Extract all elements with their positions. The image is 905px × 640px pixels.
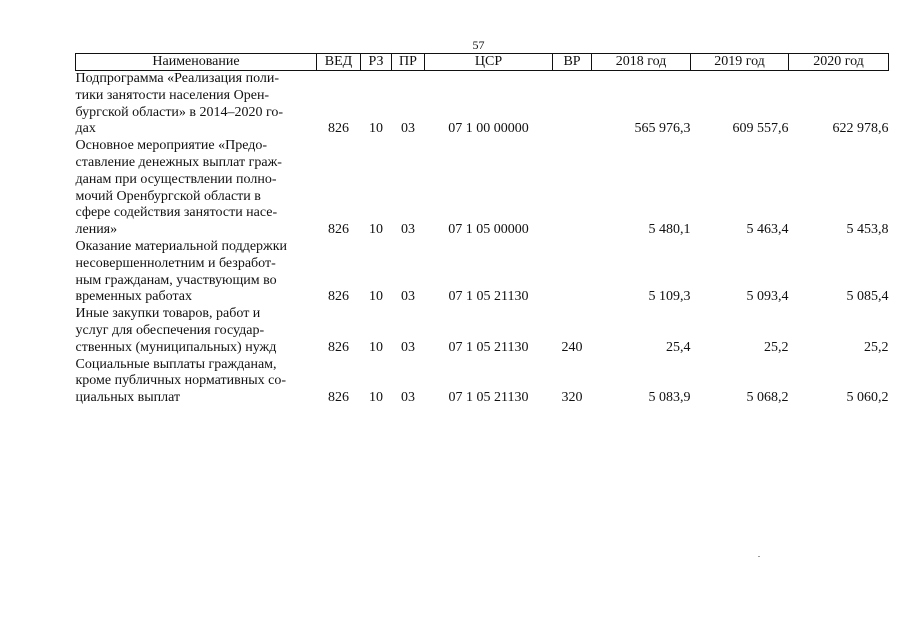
row-name bbox=[76, 357, 317, 407]
row-name-line: сфере содействия занятости насе- bbox=[75, 205, 278, 221]
row-name-line: ления» bbox=[75, 222, 118, 238]
header-name: Наименование bbox=[76, 54, 317, 71]
header-ved: ВЕД bbox=[317, 54, 361, 71]
row-name-line: тики занятости населения Орен- bbox=[75, 87, 270, 103]
table-row bbox=[76, 357, 889, 407]
cell-pr: 03 bbox=[401, 222, 415, 238]
cell-2018: 25,4 bbox=[666, 339, 691, 355]
cell-rz: 10 bbox=[369, 121, 383, 137]
cell-rz: 10 bbox=[369, 339, 383, 355]
cell-pr: 03 bbox=[401, 339, 415, 355]
cell-2019: 5 093,4 bbox=[746, 289, 789, 305]
cell-2019: 609 557,6 bbox=[732, 121, 789, 137]
cell-ved: 826 bbox=[328, 289, 349, 305]
cell-2019: 5 463,4 bbox=[746, 222, 789, 238]
row-name-line: циальных выплат bbox=[75, 390, 181, 406]
row-name-line: временных работах bbox=[75, 289, 192, 305]
cell-2020: 622 978,6 bbox=[832, 121, 889, 137]
page-number: 57 bbox=[472, 38, 485, 52]
row-name-line: услуг для обеспечения государ- bbox=[75, 322, 265, 338]
header-2018: 2018 год bbox=[592, 54, 691, 71]
cell-rz: 10 bbox=[369, 222, 383, 238]
header-rz: РЗ bbox=[361, 54, 392, 71]
cell-2018: 5 083,9 bbox=[648, 390, 691, 406]
row-name-line: дах bbox=[75, 121, 96, 137]
cell-2018: 5 109,3 bbox=[648, 289, 691, 305]
row-name bbox=[76, 239, 317, 306]
cell-2020: 5 085,4 bbox=[846, 289, 889, 305]
row-name-line: Основное мероприятие «Предо- bbox=[75, 138, 268, 154]
cell-csr: 07 1 05 00000 bbox=[448, 222, 529, 238]
table-row bbox=[76, 138, 889, 239]
cell-2018: 565 976,3 bbox=[634, 121, 691, 137]
header-pr: ПР bbox=[392, 54, 425, 71]
row-name-line: данам при осуществлении полно- bbox=[75, 171, 277, 187]
cell-csr: 07 1 05 21130 bbox=[448, 289, 529, 305]
row-name-line: Подпрограмма «Реализация поли- bbox=[75, 71, 280, 86]
cell-csr: 07 1 00 00000 bbox=[448, 121, 529, 137]
header-vr: ВР bbox=[553, 54, 592, 71]
row-name-line: ственных (муниципальных) нужд bbox=[75, 339, 277, 355]
row-name bbox=[76, 306, 317, 356]
header-csr: ЦСР bbox=[425, 54, 553, 71]
cell-pr: 03 bbox=[401, 121, 415, 137]
table-row bbox=[76, 306, 889, 356]
row-name-line: ставление денежных выплат граж- bbox=[75, 154, 282, 170]
row-name-line: Социальные выплаты гражданам, bbox=[75, 356, 277, 372]
cell-2020: 25,2 bbox=[864, 339, 889, 355]
cell-csr: 07 1 05 21130 bbox=[448, 339, 529, 355]
table-row bbox=[76, 239, 889, 306]
table-header-row bbox=[76, 54, 889, 71]
cell-vr: 320 bbox=[561, 390, 583, 406]
row-name-line: Иные закупки товаров, работ и bbox=[75, 306, 261, 322]
row-name-line: кроме публичных нормативных со- bbox=[75, 373, 286, 389]
cell-2019: 5 068,2 bbox=[746, 390, 789, 406]
row-name-line: ным гражданам, участвующим во bbox=[75, 272, 277, 288]
cell-ved: 826 bbox=[328, 339, 349, 355]
row-name-line: мочий Оренбургской области в bbox=[75, 188, 261, 204]
cell-pr: 03 bbox=[401, 289, 415, 305]
cell-2018: 5 480,1 bbox=[648, 222, 691, 238]
cell-vr bbox=[553, 71, 592, 139]
cell-ved: 826 bbox=[328, 222, 349, 238]
row-name-line: бургской области» в 2014–2020 го- bbox=[75, 104, 284, 120]
row-name-line: несовершеннолетним и безработ- bbox=[75, 255, 276, 271]
cell-rz: 10 bbox=[369, 289, 383, 305]
row-name bbox=[76, 71, 317, 139]
cell-rz: 10 bbox=[369, 390, 383, 406]
cell-vr bbox=[553, 239, 592, 306]
scan-speck bbox=[758, 556, 760, 557]
header-2020: 2020 год bbox=[789, 54, 889, 71]
cell-pr: 03 bbox=[401, 390, 415, 406]
cell-csr: 07 1 05 21130 bbox=[448, 390, 529, 406]
cell-ved: 826 bbox=[328, 390, 349, 406]
cell-2020: 5 060,2 bbox=[846, 390, 889, 406]
row-name bbox=[76, 138, 317, 239]
cell-2020: 5 453,8 bbox=[846, 222, 889, 238]
cell-vr: 240 bbox=[561, 339, 583, 355]
budget-table bbox=[75, 53, 889, 407]
cell-ved: 826 bbox=[328, 121, 349, 137]
cell-2019: 25,2 bbox=[764, 339, 789, 355]
header-2019: 2019 год bbox=[691, 54, 789, 71]
table-row bbox=[76, 71, 889, 139]
row-name-line: Оказание материальной поддержки bbox=[75, 238, 288, 254]
cell-vr bbox=[553, 138, 592, 239]
